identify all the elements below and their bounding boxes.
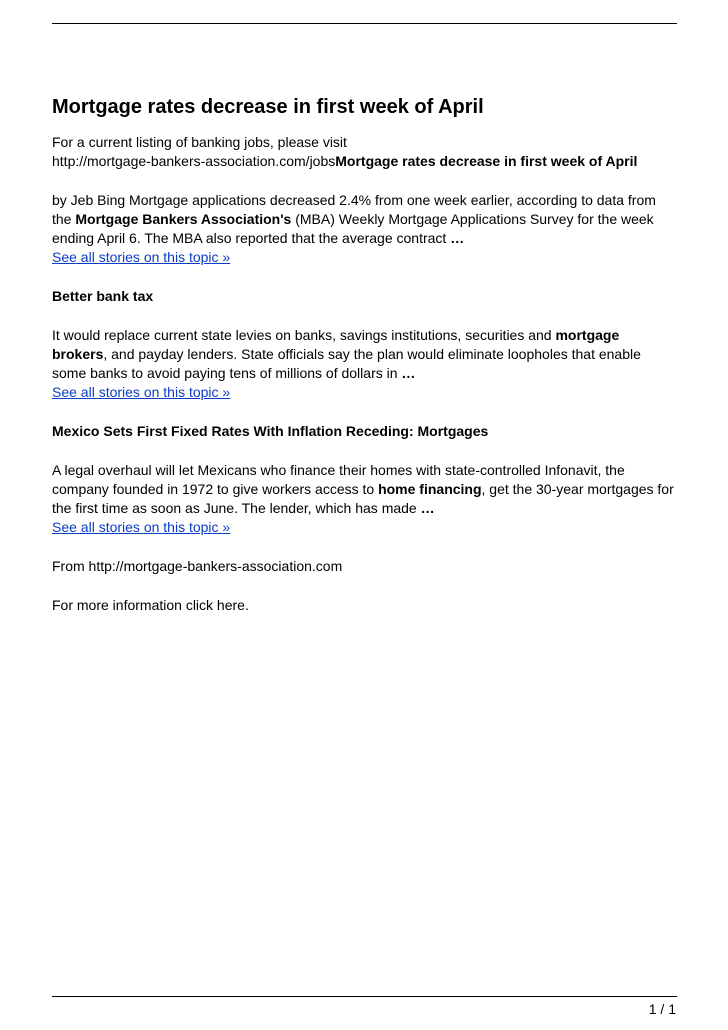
story-3-text-a: A legal overhaul will let Mexicans who finance their homes with state-controlled Infonavit, the company founded in 1972 to give workers access to <box>52 462 625 497</box>
story-1-bold: Mortgage Bankers Association's <box>75 211 292 227</box>
page-title: Mortgage rates decrease in first week of April <box>52 96 484 118</box>
story-2-ellipsis: … <box>401 365 416 381</box>
page-number: 1 / 1 <box>648 1001 676 1017</box>
story-1-paragraph <box>52 191 677 267</box>
document-body <box>52 94 677 635</box>
story-1-text-a: by Jeb Bing Mortgage applications decreased 2.4% from one week earlier, according to data from the <box>52 192 656 227</box>
story-2-bold: mortgage brokers <box>52 327 620 362</box>
intro-url-line <box>52 153 637 169</box>
story-3-heading-paragraph <box>52 422 677 441</box>
header-rule <box>52 23 677 24</box>
intro-paragraph <box>52 133 677 171</box>
story-1-text-b: (MBA) Weekly Mortgage Applications Survey for the week ending April 6. The MBA also reported that the average contract <box>52 211 654 246</box>
story-2-paragraph <box>52 326 677 402</box>
story-2-text-b: , and payday lenders. State officials say the plan would eliminate loopholes that enable some banks to avoid paying tens of millions of dollars in <box>52 346 641 381</box>
intro-line: For a current listing of banking jobs, please visit <box>52 134 347 150</box>
story-3-ellipsis: … <box>420 500 435 516</box>
story-2-heading: Better bank tax <box>52 288 154 304</box>
story-1-ellipsis: … <box>450 230 465 246</box>
story-3-bold: home financing <box>378 481 482 497</box>
source-line: From http://mortgage-bankers-association.com <box>52 558 343 574</box>
story-3-heading: Mexico Sets First Fixed Rates With Inflation Receding: Mortgages <box>52 423 489 439</box>
footer-rule <box>52 996 677 997</box>
story-1-topic-link[interactable]: See all stories on this topic » <box>52 249 231 265</box>
story-3-paragraph <box>52 461 677 537</box>
story-2-heading-paragraph <box>52 287 677 306</box>
story-3-topic-link[interactable]: See all stories on this topic » <box>52 519 231 535</box>
story-2-text-a: It would replace current state levies on banks, savings institutions, securities and <box>52 327 556 343</box>
more-info-line: For more information click here. <box>52 597 249 613</box>
intro-bold-title: Mortgage rates decrease in first week of April <box>335 153 638 169</box>
story-3-text-b: , get the 30-year mortgages for the first time as soon as June. The lender, which has made <box>52 481 674 516</box>
story-2-topic-link[interactable]: See all stories on this topic » <box>52 384 231 400</box>
intro-url: http://mortgage-bankers-association.com/jobs <box>52 153 336 169</box>
